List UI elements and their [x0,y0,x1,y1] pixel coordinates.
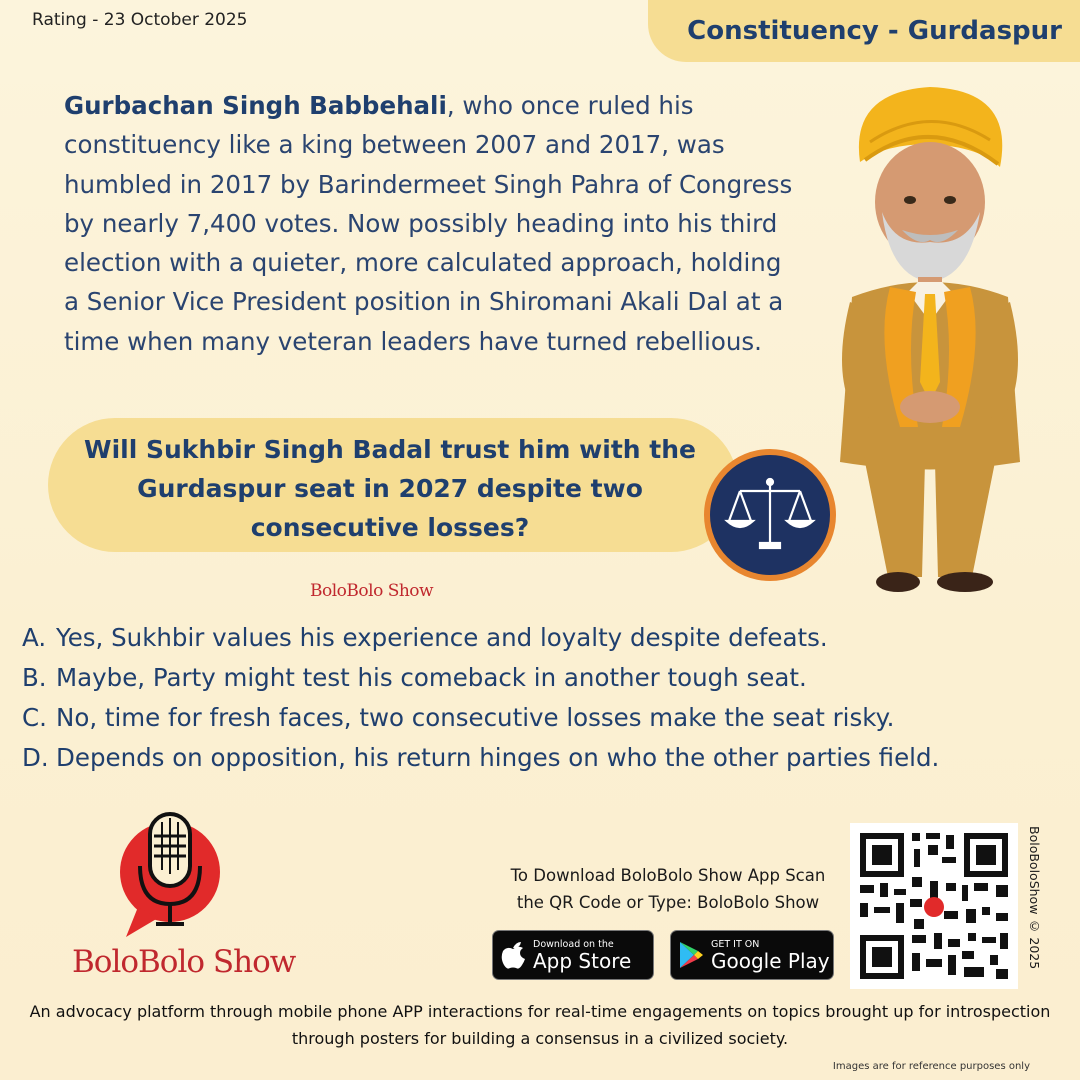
qr-code[interactable] [850,823,1018,989]
apple-icon [493,940,533,970]
constituency-label: Constituency - Gurdaspur [687,16,1062,46]
app-store-small-label: Download on the [533,938,614,950]
bolobolo-watermark: BoloBolo Show [310,581,434,601]
question-text: Will Sukhbir Singh Badal trust him with the Gurdaspur seat in 2027 despite two consecutive losses? [84,435,696,542]
google-play-label: Google Play [711,948,830,973]
tagline: An advocacy platform through mobile phone APP interactions for real-time engagements on topics brought up for introspection through posters for building a consensus in a civilized society. [29,1002,1051,1048]
answer-options [22,618,1022,778]
intro-text: , who once ruled his constituency like a king between 2007 and 2017, was humbled in 2017 by Barindermeet Singh Pahra of Congress by nearly 7,400 votes. Now possibly heading into his third election with a quieter, more calculated approach, holding a Senior Vice President position in Shiromani Akali Dal at a time when many veteran leaders have turned rebellious. [64,91,793,356]
image-disclaimer: Images are for reference purposes only [832,1061,1030,1072]
politician-caricature [830,82,1030,602]
justice-scale-badge [704,449,836,581]
download-instructions: To Download BoloBolo Show App Scan the QR Code or Type: BoloBolo Show [510,866,826,912]
rating-date: Rating - 23 October 2025 [32,10,248,30]
google-play-small-label: GET IT ON [711,938,760,950]
intro-paragraph [64,86,804,361]
google-play-button[interactable] [670,930,834,980]
google-play-icon [671,941,711,969]
option-c[interactable]: C. No, time for fresh faces, two consecutive losses make the seat risky. [22,703,895,732]
app-store-button[interactable] [492,930,654,980]
app-store-label: App Store [533,948,632,973]
option-d[interactable]: D. Depends on opposition, his return hinges on who the other parties field. [22,743,940,772]
copyright-vertical: BoloBoloShow © 2025 [1027,826,1042,970]
option-a[interactable]: A. Yes, Sukhbir values his experience and loyalty despite defeats. [22,623,828,652]
justice-scale-icon [724,473,816,557]
option-b[interactable]: B. Maybe, Party might test his comeback in another tough seat. [22,663,807,692]
constituency-tab [648,0,1080,62]
bolobolo-mic-logo [118,812,230,940]
bolobolo-wordmark: BoloBolo Show [72,944,296,980]
politician-name: Gurbachan Singh Babbehali [64,91,447,120]
